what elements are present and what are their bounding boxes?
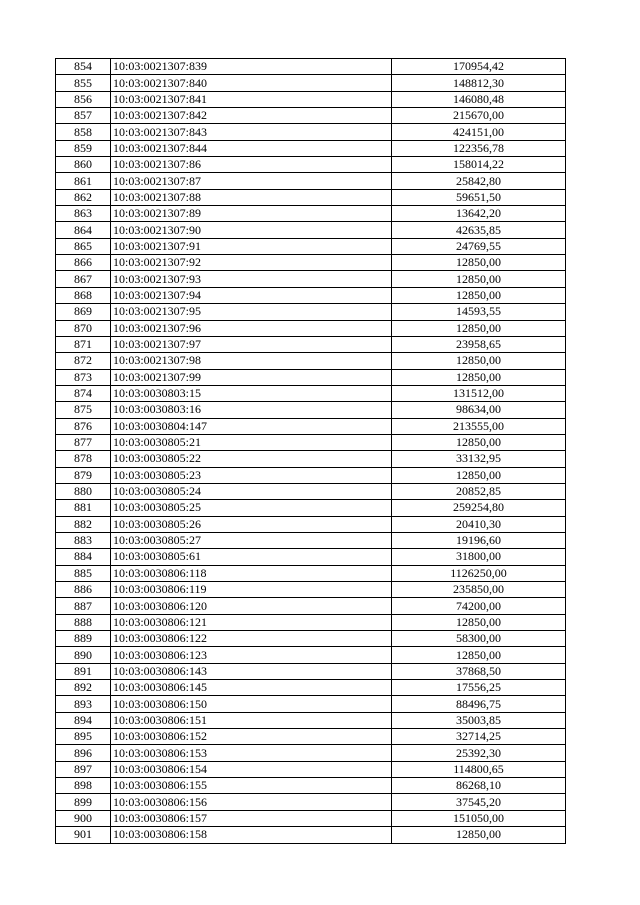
- row-number-cell: 882: [56, 516, 111, 532]
- table-row: [56, 500, 566, 516]
- cadastral-number-cell: 10:03:0030805:26: [111, 516, 392, 532]
- table-row: [56, 304, 566, 320]
- row-number-cell: 887: [56, 598, 111, 614]
- table-row: [56, 434, 566, 450]
- table-row: [56, 124, 566, 140]
- row-number-cell: 855: [56, 75, 111, 91]
- amount-cell: 19196,60: [392, 532, 566, 548]
- amount-cell: 235850,00: [392, 582, 566, 598]
- row-number-cell: 879: [56, 467, 111, 483]
- amount-cell: 13642,20: [392, 206, 566, 222]
- table-body: [56, 59, 566, 844]
- amount-cell: 23958,65: [392, 336, 566, 352]
- cadastral-number-cell: 10:03:0030805:61: [111, 549, 392, 565]
- row-number-cell: 868: [56, 287, 111, 303]
- table-row: [56, 598, 566, 614]
- amount-cell: 1126250,00: [392, 565, 566, 581]
- amount-cell: 12850,00: [392, 647, 566, 663]
- cadastral-number-cell: 10:03:0021307:93: [111, 271, 392, 287]
- row-number-cell: 893: [56, 696, 111, 712]
- amount-cell: 12850,00: [392, 271, 566, 287]
- amount-cell: 170954,42: [392, 59, 566, 75]
- table-row: [56, 467, 566, 483]
- table-row: [56, 663, 566, 679]
- amount-cell: 14593,55: [392, 304, 566, 320]
- row-number-cell: 898: [56, 778, 111, 794]
- cadastral-number-cell: 10:03:0030806:120: [111, 598, 392, 614]
- amount-cell: 58300,00: [392, 631, 566, 647]
- table-row: [56, 206, 566, 222]
- cadastral-number-cell: 10:03:0030806:123: [111, 647, 392, 663]
- cadastral-number-cell: 10:03:0030806:152: [111, 729, 392, 745]
- table-row: [56, 778, 566, 794]
- cadastral-number-cell: 10:03:0021307:98: [111, 353, 392, 369]
- row-number-cell: 895: [56, 729, 111, 745]
- cadastral-number-cell: 10:03:0021307:96: [111, 320, 392, 336]
- table-row: [56, 483, 566, 499]
- row-number-cell: 856: [56, 91, 111, 107]
- table-row: [56, 532, 566, 548]
- row-number-cell: 891: [56, 663, 111, 679]
- cadastral-number-cell: 10:03:0030806:158: [111, 827, 392, 843]
- amount-cell: 32714,25: [392, 729, 566, 745]
- row-number-cell: 858: [56, 124, 111, 140]
- row-number-cell: 874: [56, 385, 111, 401]
- amount-cell: 33132,95: [392, 451, 566, 467]
- amount-cell: 424151,00: [392, 124, 566, 140]
- row-number-cell: 900: [56, 810, 111, 826]
- cadastral-number-cell: 10:03:0021307:92: [111, 255, 392, 271]
- cadastral-number-cell: 10:03:0030803:16: [111, 402, 392, 418]
- table-row: [56, 810, 566, 826]
- table-row: [56, 680, 566, 696]
- row-number-cell: 880: [56, 483, 111, 499]
- row-number-cell: 884: [56, 549, 111, 565]
- cadastral-number-cell: 10:03:0030806:119: [111, 582, 392, 598]
- cadastral-number-cell: 10:03:0030805:21: [111, 434, 392, 450]
- amount-cell: 151050,00: [392, 810, 566, 826]
- row-number-cell: 875: [56, 402, 111, 418]
- row-number-cell: 885: [56, 565, 111, 581]
- amount-cell: 122356,78: [392, 140, 566, 156]
- row-number-cell: 872: [56, 353, 111, 369]
- cadastral-number-cell: 10:03:0030806:118: [111, 565, 392, 581]
- cadastral-number-cell: 10:03:0021307:839: [111, 59, 392, 75]
- row-number-cell: 901: [56, 827, 111, 843]
- row-number-cell: 871: [56, 336, 111, 352]
- table-row: [56, 189, 566, 205]
- cadastral-number-cell: 10:03:0021307:94: [111, 287, 392, 303]
- table-row: [56, 827, 566, 843]
- cadastral-number-cell: 10:03:0021307:95: [111, 304, 392, 320]
- table-row: [56, 238, 566, 254]
- row-number-cell: 888: [56, 614, 111, 630]
- amount-cell: 215670,00: [392, 108, 566, 124]
- cadastral-number-cell: 10:03:0030806:156: [111, 794, 392, 810]
- row-number-cell: 878: [56, 451, 111, 467]
- amount-cell: 12850,00: [392, 827, 566, 843]
- amount-cell: 37545,20: [392, 794, 566, 810]
- cadastral-number-cell: 10:03:0021307:97: [111, 336, 392, 352]
- amount-cell: 35003,85: [392, 712, 566, 728]
- amount-cell: 131512,00: [392, 385, 566, 401]
- cadastral-number-cell: 10:03:0021307:90: [111, 222, 392, 238]
- table-row: [56, 222, 566, 238]
- row-number-cell: 883: [56, 532, 111, 548]
- row-number-cell: 894: [56, 712, 111, 728]
- row-number-cell: 854: [56, 59, 111, 75]
- table-row: [56, 336, 566, 352]
- cadastral-number-cell: 10:03:0030805:27: [111, 532, 392, 548]
- amount-cell: 24769,55: [392, 238, 566, 254]
- amount-cell: 31800,00: [392, 549, 566, 565]
- cadastral-number-cell: 10:03:0030805:23: [111, 467, 392, 483]
- amount-cell: 20410,30: [392, 516, 566, 532]
- amount-cell: 12850,00: [392, 255, 566, 271]
- table-row: [56, 451, 566, 467]
- row-number-cell: 866: [56, 255, 111, 271]
- cadastral-number-cell: 10:03:0030806:145: [111, 680, 392, 696]
- table-row: [56, 173, 566, 189]
- table-row: [56, 353, 566, 369]
- amount-cell: 12850,00: [392, 467, 566, 483]
- row-number-cell: 886: [56, 582, 111, 598]
- table-row: [56, 369, 566, 385]
- cadastral-number-cell: 10:03:0021307:844: [111, 140, 392, 156]
- cadastral-number-cell: 10:03:0021307:843: [111, 124, 392, 140]
- row-number-cell: 859: [56, 140, 111, 156]
- table-row: [56, 516, 566, 532]
- amount-cell: 98634,00: [392, 402, 566, 418]
- cadastral-number-cell: 10:03:0021307:87: [111, 173, 392, 189]
- row-number-cell: 862: [56, 189, 111, 205]
- table-row: [56, 696, 566, 712]
- row-number-cell: 860: [56, 157, 111, 173]
- amount-cell: 12850,00: [392, 353, 566, 369]
- cadastral-number-cell: 10:03:0021307:86: [111, 157, 392, 173]
- table-row: [56, 614, 566, 630]
- cadastral-number-cell: 10:03:0030806:122: [111, 631, 392, 647]
- cadastral-number-cell: 10:03:0030805:24: [111, 483, 392, 499]
- cadastral-number-cell: 10:03:0021307:841: [111, 91, 392, 107]
- cadastral-number-cell: 10:03:0030805:25: [111, 500, 392, 516]
- cadastral-number-cell: 10:03:0021307:99: [111, 369, 392, 385]
- table-row: [56, 157, 566, 173]
- cadastral-number-cell: 10:03:0030805:22: [111, 451, 392, 467]
- table-row: [56, 549, 566, 565]
- amount-cell: 213555,00: [392, 418, 566, 434]
- table-row: [56, 761, 566, 777]
- amount-cell: 12850,00: [392, 434, 566, 450]
- row-number-cell: 896: [56, 745, 111, 761]
- amount-cell: 158014,22: [392, 157, 566, 173]
- amount-cell: 25842,80: [392, 173, 566, 189]
- row-number-cell: 863: [56, 206, 111, 222]
- row-number-cell: 867: [56, 271, 111, 287]
- cadastral-number-cell: 10:03:0030806:153: [111, 745, 392, 761]
- data-table: [55, 58, 566, 844]
- table-row: [56, 631, 566, 647]
- amount-cell: 25392,30: [392, 745, 566, 761]
- table-row: [56, 287, 566, 303]
- cadastral-number-cell: 10:03:0030804:147: [111, 418, 392, 434]
- cadastral-number-cell: 10:03:0030806:143: [111, 663, 392, 679]
- cadastral-number-cell: 10:03:0021307:89: [111, 206, 392, 222]
- amount-cell: 12850,00: [392, 369, 566, 385]
- cadastral-number-cell: 10:03:0021307:91: [111, 238, 392, 254]
- table-row: [56, 745, 566, 761]
- row-number-cell: 889: [56, 631, 111, 647]
- cadastral-number-cell: 10:03:0021307:842: [111, 108, 392, 124]
- row-number-cell: 892: [56, 680, 111, 696]
- amount-cell: 86268,10: [392, 778, 566, 794]
- table-row: [56, 582, 566, 598]
- row-number-cell: 881: [56, 500, 111, 516]
- cadastral-number-cell: 10:03:0030806:151: [111, 712, 392, 728]
- amount-cell: 146080,48: [392, 91, 566, 107]
- amount-cell: 12850,00: [392, 320, 566, 336]
- amount-cell: 12850,00: [392, 287, 566, 303]
- table-row: [56, 712, 566, 728]
- row-number-cell: 870: [56, 320, 111, 336]
- row-number-cell: 899: [56, 794, 111, 810]
- table-row: [56, 140, 566, 156]
- row-number-cell: 857: [56, 108, 111, 124]
- table-row: [56, 320, 566, 336]
- amount-cell: 20852,85: [392, 483, 566, 499]
- amount-cell: 37868,50: [392, 663, 566, 679]
- row-number-cell: 897: [56, 761, 111, 777]
- row-number-cell: 861: [56, 173, 111, 189]
- amount-cell: 148812,30: [392, 75, 566, 91]
- amount-cell: 17556,25: [392, 680, 566, 696]
- table-row: [56, 255, 566, 271]
- cadastral-number-cell: 10:03:0030806:154: [111, 761, 392, 777]
- table-row: [56, 794, 566, 810]
- cadastral-number-cell: 10:03:0030806:150: [111, 696, 392, 712]
- row-number-cell: 865: [56, 238, 111, 254]
- table-row: [56, 385, 566, 401]
- cadastral-number-cell: 10:03:0030803:15: [111, 385, 392, 401]
- row-number-cell: 864: [56, 222, 111, 238]
- table-row: [56, 729, 566, 745]
- table-row: [56, 271, 566, 287]
- table-row: [56, 108, 566, 124]
- amount-cell: 12850,00: [392, 614, 566, 630]
- amount-cell: 259254,80: [392, 500, 566, 516]
- table-row: [56, 75, 566, 91]
- cadastral-number-cell: 10:03:0030806:155: [111, 778, 392, 794]
- table-row: [56, 565, 566, 581]
- cadastral-number-cell: 10:03:0021307:88: [111, 189, 392, 205]
- row-number-cell: 873: [56, 369, 111, 385]
- amount-cell: 114800,65: [392, 761, 566, 777]
- amount-cell: 88496,75: [392, 696, 566, 712]
- cadastral-number-cell: 10:03:0021307:840: [111, 75, 392, 91]
- table-row: [56, 418, 566, 434]
- row-number-cell: 890: [56, 647, 111, 663]
- table-row: [56, 59, 566, 75]
- amount-cell: 42635,85: [392, 222, 566, 238]
- amount-cell: 59651,50: [392, 189, 566, 205]
- cadastral-number-cell: 10:03:0030806:157: [111, 810, 392, 826]
- row-number-cell: 876: [56, 418, 111, 434]
- row-number-cell: 877: [56, 434, 111, 450]
- row-number-cell: 869: [56, 304, 111, 320]
- cadastral-number-cell: 10:03:0030806:121: [111, 614, 392, 630]
- amount-cell: 74200,00: [392, 598, 566, 614]
- table-row: [56, 647, 566, 663]
- table-row: [56, 402, 566, 418]
- table-row: [56, 91, 566, 107]
